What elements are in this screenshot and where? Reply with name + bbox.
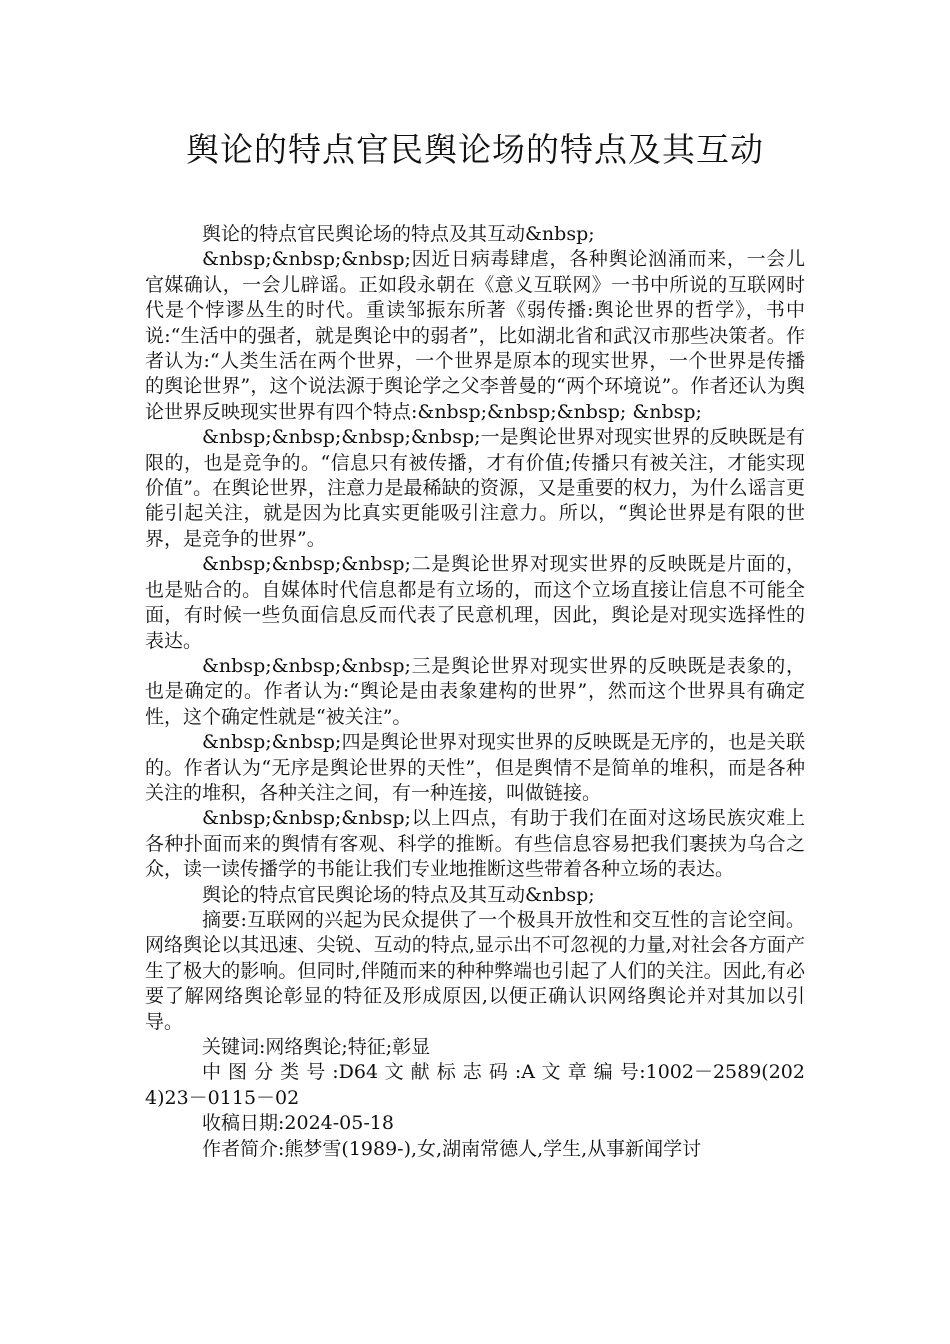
document-title: 舆论的特点官民舆论场的特点及其互动 (186, 130, 764, 169)
paragraph-classification: 中 图 分 类 号 :D64 文 献 标 志 码 :A 文 章 编 号:1002－2589(2024)23－0115－02 (145, 1061, 805, 1109)
paragraph-abstract: 摘要:互联网的兴起为民众提供了一个极具开放性和交互性的言论空间。网络舆论以其迅速、尖锐、互动的特点,显示出不可忽视的力量,对社会各方面产生了极大的影响。但同时,伴随而来的种种弊端也引起了人们的关注。因此,有必要了解网络舆论彰显的特征及形成原因,以便正确认识网络舆论并对其加以引导。 (145, 908, 805, 1033)
paragraph-second-title: 舆论的特点官民舆论场的特点及其互动&nbsp; (202, 883, 595, 906)
paragraph-keywords: 关键词:网络舆论;特征;彰显 (202, 1036, 431, 1058)
paragraph-intro: &nbsp;&nbsp;&nbsp;因近日病毒肆虐，各种舆论汹涌而来，一会儿官媒确认，一会儿辟谣。正如段永朝在《意义互联网》一书中所说的互联网时代是个悖谬丛生的时代。重读邹振东所著《弱传播:舆论世界的哲学》，书中说:“生活中的强者，就是舆论中的弱者”，比如湖北省和武汉市那些决策者。作者认为:“人类生活在两个世界，一个世界是原本的现实世界，一个世界是传播的舆论世界”，这个说法源于舆论学之父李普曼的“两个环境说”。作者还认为舆论世界反映现实世界有四个特点:&nbsp;&nbsp;&nbsp; &nbsp; (145, 248, 805, 423)
paragraph-point-one: &nbsp;&nbsp;&nbsp;&nbsp;一是舆论世界对现实世界的反映既是有限的，也是竞争的。“信息只有被传播，才有价值;传播只有被关注，才能实现价值”。在舆论世界，注意力是最稀缺的资源，又是重要的权力，为什么谣言更能引起关注，就是因为比真实更能吸引注意力。所以，“舆论世界是有限的世界，是竞争的世界”。 (145, 426, 805, 550)
paragraph-point-four: &nbsp;&nbsp;四是舆论世界对现实世界的反映既是无序的，也是关联的。作者认为“无序是舆论世界的天性”，但是舆情不是简单的堆积，而是各种关注的堆积，各种关注之间，有一种连接，叫做链接。 (145, 731, 805, 804)
paragraph-received-date: 收稿日期:2024-05-18 (202, 1112, 394, 1135)
paragraph-repeat-title: 舆论的特点官民舆论场的特点及其互动&nbsp; (202, 223, 595, 245)
paragraph-point-three: &nbsp;&nbsp;&nbsp;三是舆论世界对现实世界的反映既是表象的，也是确定的。作者认为:“舆论是由表象建构的世界”，然而这个世界具有确定性，这个确定性就是“被关注”。 (145, 654, 805, 728)
paragraph-author-bio: 作者简介:熊梦雪(1989-),女,湖南常德人,学生,从事新闻学讨 (202, 1137, 702, 1160)
paragraph-conclusion: &nbsp;&nbsp;&nbsp;以上四点，有助于我们在面对这场民族灾难上各种扑面而来的舆情有客观、科学的推断。有些信息容易把我们裹挟为乌合之众，读一读传播学的书能让我们专业地推断这些带着各种立场的表达。 (145, 807, 805, 881)
paragraph-point-two: &nbsp;&nbsp;&nbsp;二是舆论世界对现实世界的反映既是片面的，也是贴合的。自媒体时代信息都是有立场的，而这个立场直接让信息不可能全面，有时候一些负面信息反而代表了民意机理，因此，舆论是对现实选择性的表达。 (145, 553, 805, 652)
document-body (145, 222, 805, 1162)
